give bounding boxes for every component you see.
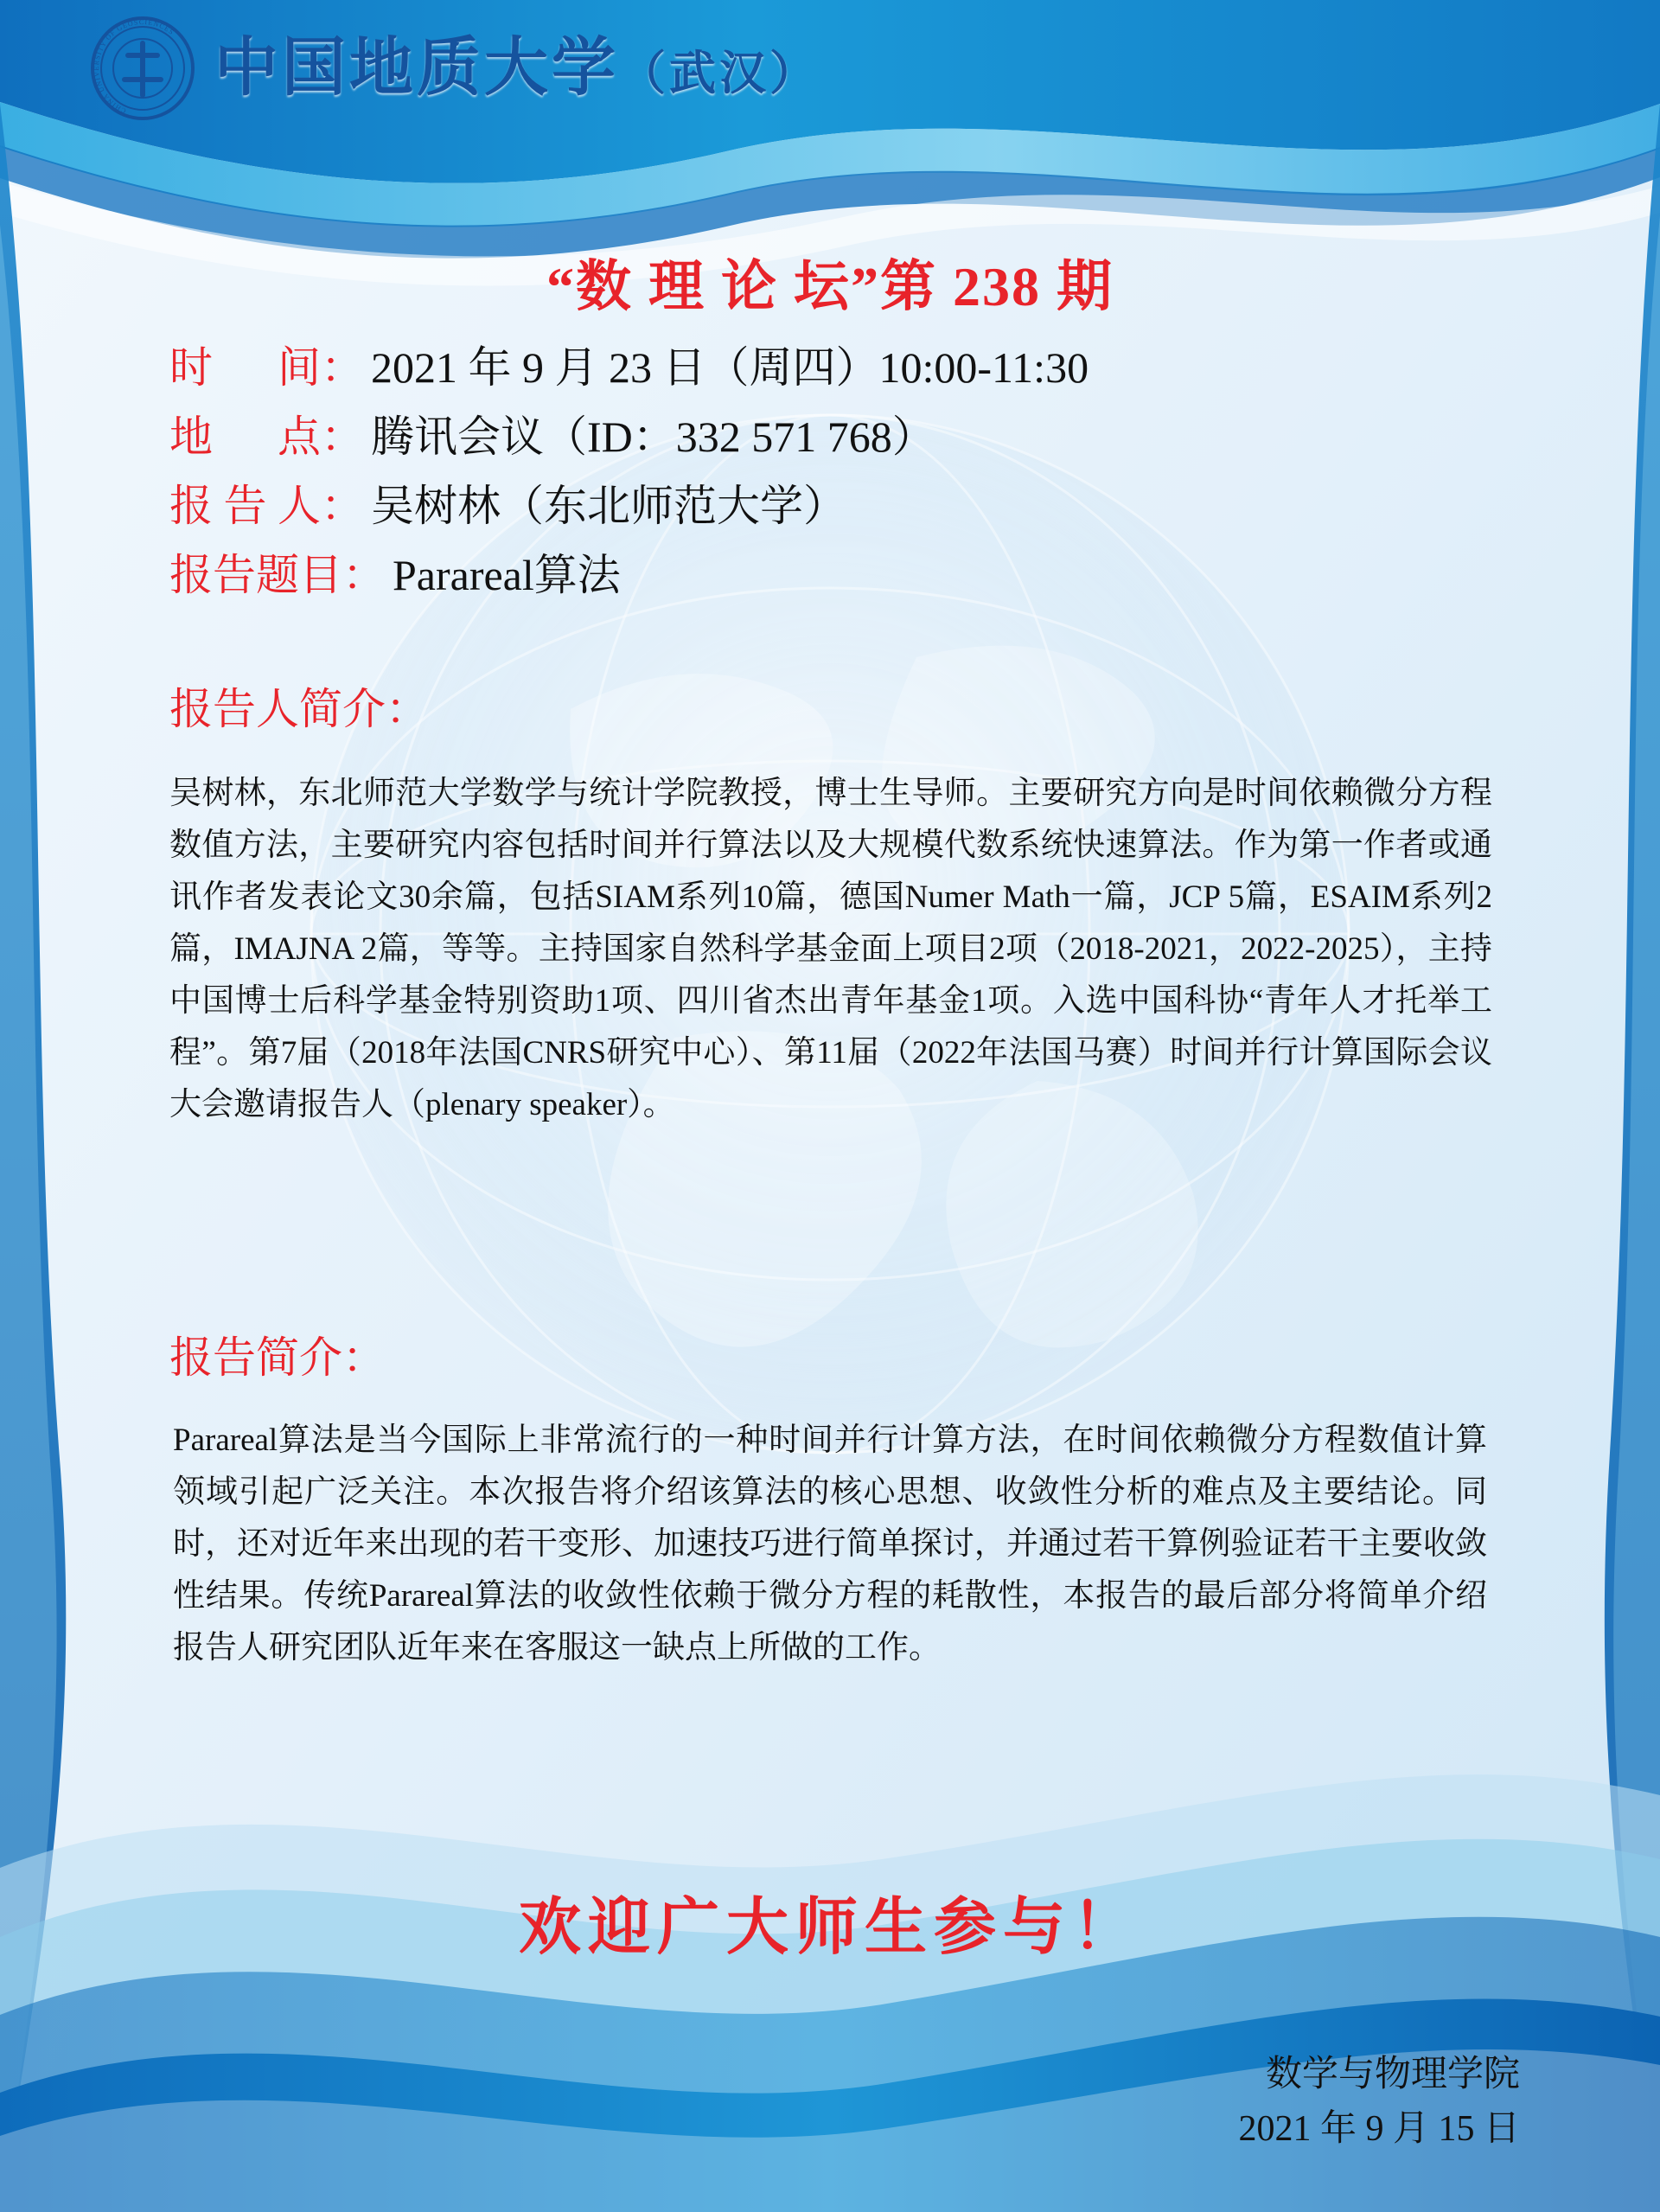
signature-block bbox=[1238, 2048, 1520, 2157]
location-value: 腾讯会议（ID：332 571 768） bbox=[371, 412, 935, 461]
university-logo bbox=[90, 16, 820, 121]
time-label: 时 间： bbox=[169, 343, 364, 392]
event-details bbox=[169, 339, 1518, 616]
signature-date: 2021 年 9 月 15 日 bbox=[1238, 2109, 1520, 2149]
detail-row-speaker bbox=[169, 477, 1518, 534]
detail-row-location bbox=[169, 408, 1518, 465]
speaker-label: 报 告 人： bbox=[169, 482, 364, 530]
university-seal-icon bbox=[90, 16, 195, 121]
topic-label: 报告题目： bbox=[169, 551, 386, 599]
location-label: 地 点： bbox=[169, 412, 364, 461]
abstract-text: Parareal算法是当今国际上非常流行的一种时间并行计算方法，在时间依赖微分方程数值计算领域引起广泛关注。本次报告将介绍该算法的核心思想、收敛性分析的难点及主要结论。同时，还对近年来出现的若干变形、加速技巧进行简单探讨，并通过若干算例验证若干主要收敛性结果。传统Parareal算法的收敛性依赖于微分方程的耗散性，本报告的最后部分将简单介绍报告人研究团队近年来在客服这一缺点上所做的工作。 bbox=[173, 1422, 1487, 1665]
page-title: “数 理 论 坛”第 238 期 bbox=[546, 256, 1114, 317]
poster-header bbox=[0, 0, 1660, 216]
detail-row-topic bbox=[169, 547, 1518, 604]
time-value: 2021 年 9 月 23 日（周四）10:00-11:30 bbox=[371, 343, 1089, 392]
welcome-message: 欢迎广大师生参与！ bbox=[518, 1893, 1141, 1962]
bio-heading: 报告人简介： bbox=[169, 685, 429, 733]
university-name-text: 中国地质大学 bbox=[214, 33, 619, 104]
detail-row-time bbox=[169, 339, 1518, 396]
topic-value: Parareal算法 bbox=[393, 551, 621, 599]
university-city-text: （武汉） bbox=[619, 48, 820, 99]
svg-text:CHINA UNIVERSITY OF GEOSCIENCE: CHINA UNIVERSITY OF GEOSCIENCES bbox=[93, 17, 176, 115]
bio-text: 吴树林，东北师范大学数学与统计学院教授，博士生导师。主要研究方向是时间依赖微分方程数值方法，主要研究内容包括时间并行算法以及大规模代数系统快速算法。作为第一作者或通讯作者发表论文30余篇，包括SIAM系列10篇，德国Numer Math一篇，JCP 5篇，ESAIM系列2篇，IMAJNA 2篇，等等。主持国家自然科学基金面上项目2项（2018-2021，2022-2025），主持中国博士后科学基金特别资助1项、四川省杰出青年基金1项。入选中国科协“青年人才托举工程”。第7届（2018年法国CNRS研究中心）、第11届（2022年法国马赛）时间并行计算国际会议大会邀请报告人（plenary speaker）。 bbox=[169, 776, 1492, 1122]
signature-organization: 数学与物理学院 bbox=[1265, 2055, 1520, 2094]
abstract-heading: 报告简介： bbox=[169, 1333, 386, 1382]
university-name bbox=[214, 33, 820, 104]
speaker-value: 吴树林（东北师范大学） bbox=[371, 482, 846, 530]
